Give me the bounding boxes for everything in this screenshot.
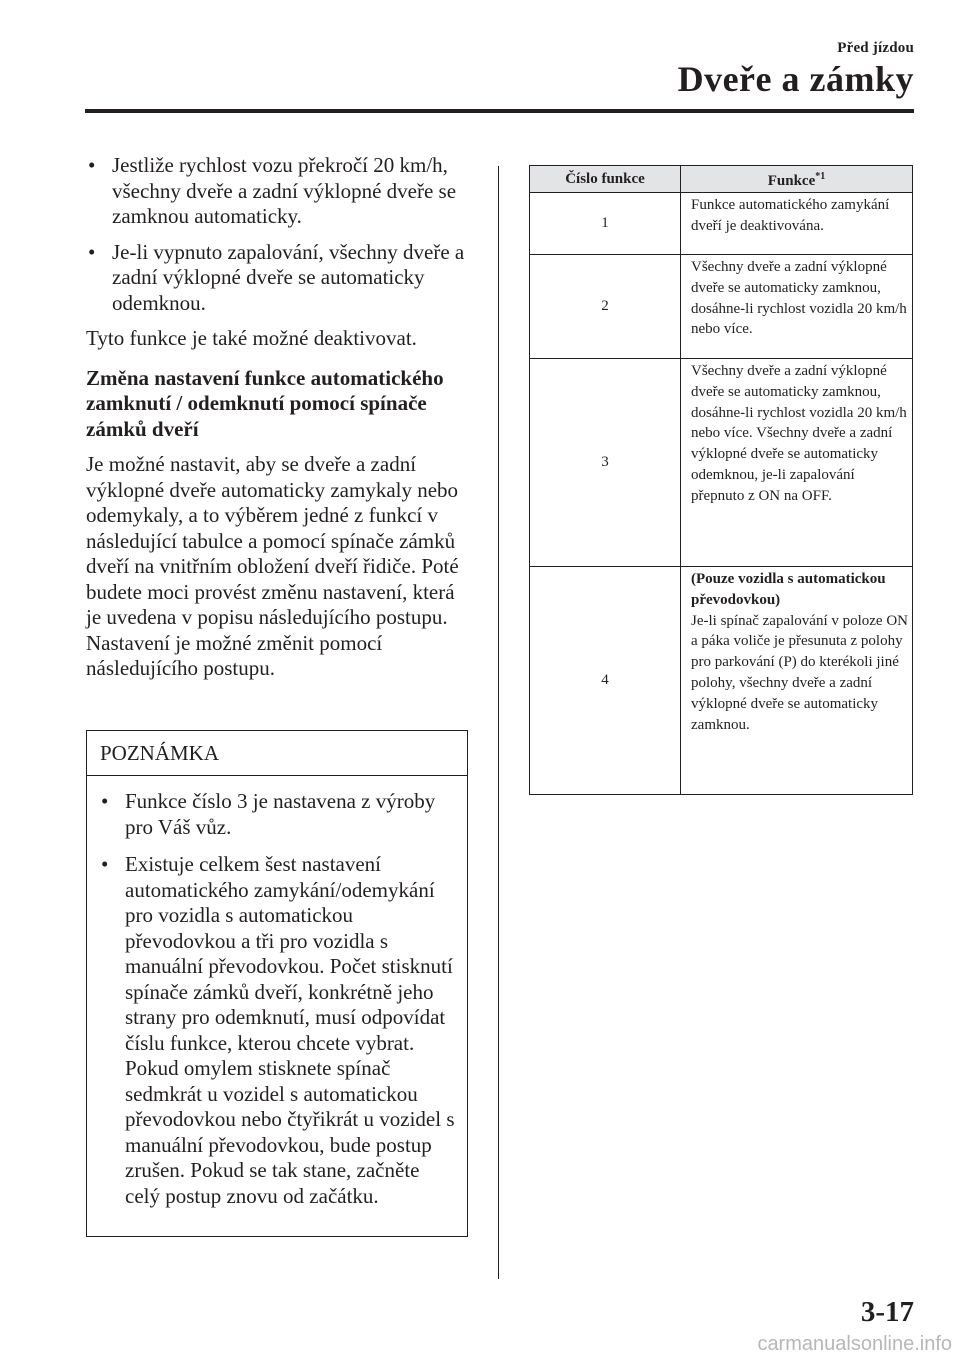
- left-column: [86, 153, 470, 692]
- function-table: [529, 165, 913, 795]
- bullet-text: Je-li vypnuto zapalování, všechny dveře a zadní výklopné dveře se automaticky odemknou.: [112, 239, 465, 315]
- function-restriction: (Pouze vozidla s automatickou převodovkou): [691, 571, 886, 608]
- function-number: 3: [530, 359, 681, 567]
- bullet-dot-icon: •: [101, 789, 109, 813]
- bullet-text: Jestliže rychlost vozu překročí 20 km/h, všechny dveře a zadní výklopné dveře se zamknou automaticky.: [112, 153, 457, 228]
- note-box: [86, 730, 468, 1237]
- table-row: [530, 255, 913, 359]
- deactivate-text: Tyto funkce je také možné deaktivovat.: [86, 326, 417, 350]
- footnote-marker: *1: [815, 170, 826, 182]
- function-number: 1: [530, 193, 681, 255]
- table-header-row: [530, 166, 913, 193]
- table-row: [530, 193, 913, 255]
- function-desc-text: Je-li spínač zapalování v poloze ON a páka voliče je přesunuta z polohy pro parkování (P) do kterékoli jiné polohy, všechny dveře a zadní výklopné dveře se automaticky zamknou.: [691, 612, 909, 733]
- bullet-item: [86, 153, 470, 230]
- function-desc-text: Všechny dveře a zadní výklopné dveře se automaticky zamknou, dosáhne-li rychlost vozidla 20 km/h nebo více. Všechny dveře a zadní výklopné dveře se automaticky odemknou, je-li zapalování přepnuto z ON na OFF.: [691, 363, 907, 504]
- section-label: Před jízdou: [837, 40, 914, 56]
- note-bullet: [99, 789, 455, 840]
- note-bullet: [99, 852, 455, 1209]
- function-number: 2: [530, 255, 681, 359]
- page-title: Dveře a zámky: [677, 59, 914, 99]
- note-bullet-text: Existuje celkem šest nastavení automatického zamykání/odemykání pro vozidla s automatickou převodovkou a tři pro vozidla s manuální převodovkou. Počet stisknutí spínače zámků dveří, konkrétně jeho strany pro odemknutí, musí odpovídat číslu funkce, kterou chcete vybrat. Pokud omylem stisknete spínač sedmkrát u vozidel s automatickou převodovkou nebo čtyřikrát u vozidel s manuální převodovkou, bude postup zrušen. Pokud se tak stane, začněte celý postup znovu od začátku.: [125, 852, 455, 1208]
- function-desc: [681, 567, 913, 795]
- header-divider: [85, 109, 914, 113]
- bullet-dot-icon: •: [88, 239, 96, 264]
- function-desc: [681, 359, 913, 567]
- note-body: [87, 776, 467, 1209]
- col-header-function: [681, 166, 913, 193]
- function-desc-text: Funkce automatického zamykání dveří je deaktivována.: [691, 197, 890, 234]
- note-bullet-text: Funkce číslo 3 je nastavena z výroby pro Váš vůz.: [125, 789, 436, 839]
- bullet-item: [86, 240, 470, 317]
- table-row: [530, 359, 913, 567]
- col-header-number: Číslo funkce: [530, 166, 681, 193]
- bullet-dot-icon: •: [101, 852, 109, 876]
- function-desc: [681, 193, 913, 255]
- watermark: carmanualsonline.info: [757, 1333, 952, 1355]
- body-paragraph: Je možné nastavit, aby se dveře a zadní výklopné dveře automaticky zamykaly nebo odemykaly, a to výběrem jedné z funkcí v následující tabulce a pomocí spínače zámků dveří na vnitřním obložení dveří řidiče. Poté budete moci provést změnu nastavení, která je uvedena v popisu následujícího postupu. Nastavení je možné změnit pomocí následujícího postupu.: [86, 452, 459, 680]
- note-title: POZNÁMKA: [87, 731, 467, 776]
- col-header-function-label: Funkce: [767, 172, 816, 189]
- bullet-dot-icon: •: [88, 153, 96, 177]
- column-divider: [498, 166, 499, 1279]
- table-row: [530, 567, 913, 795]
- function-desc-text: Všechny dveře a zadní výklopné dveře se automaticky zamknou, dosáhne-li rychlost vozidla 20 km/h nebo více.: [691, 259, 907, 338]
- section-heading: Změna nastavení funkce automatického zamknutí / odemknutí pomocí spínače zámků dveří: [86, 365, 444, 441]
- function-desc: [681, 255, 913, 359]
- function-number: 4: [530, 567, 681, 795]
- page-number: 3-17: [860, 1296, 914, 1328]
